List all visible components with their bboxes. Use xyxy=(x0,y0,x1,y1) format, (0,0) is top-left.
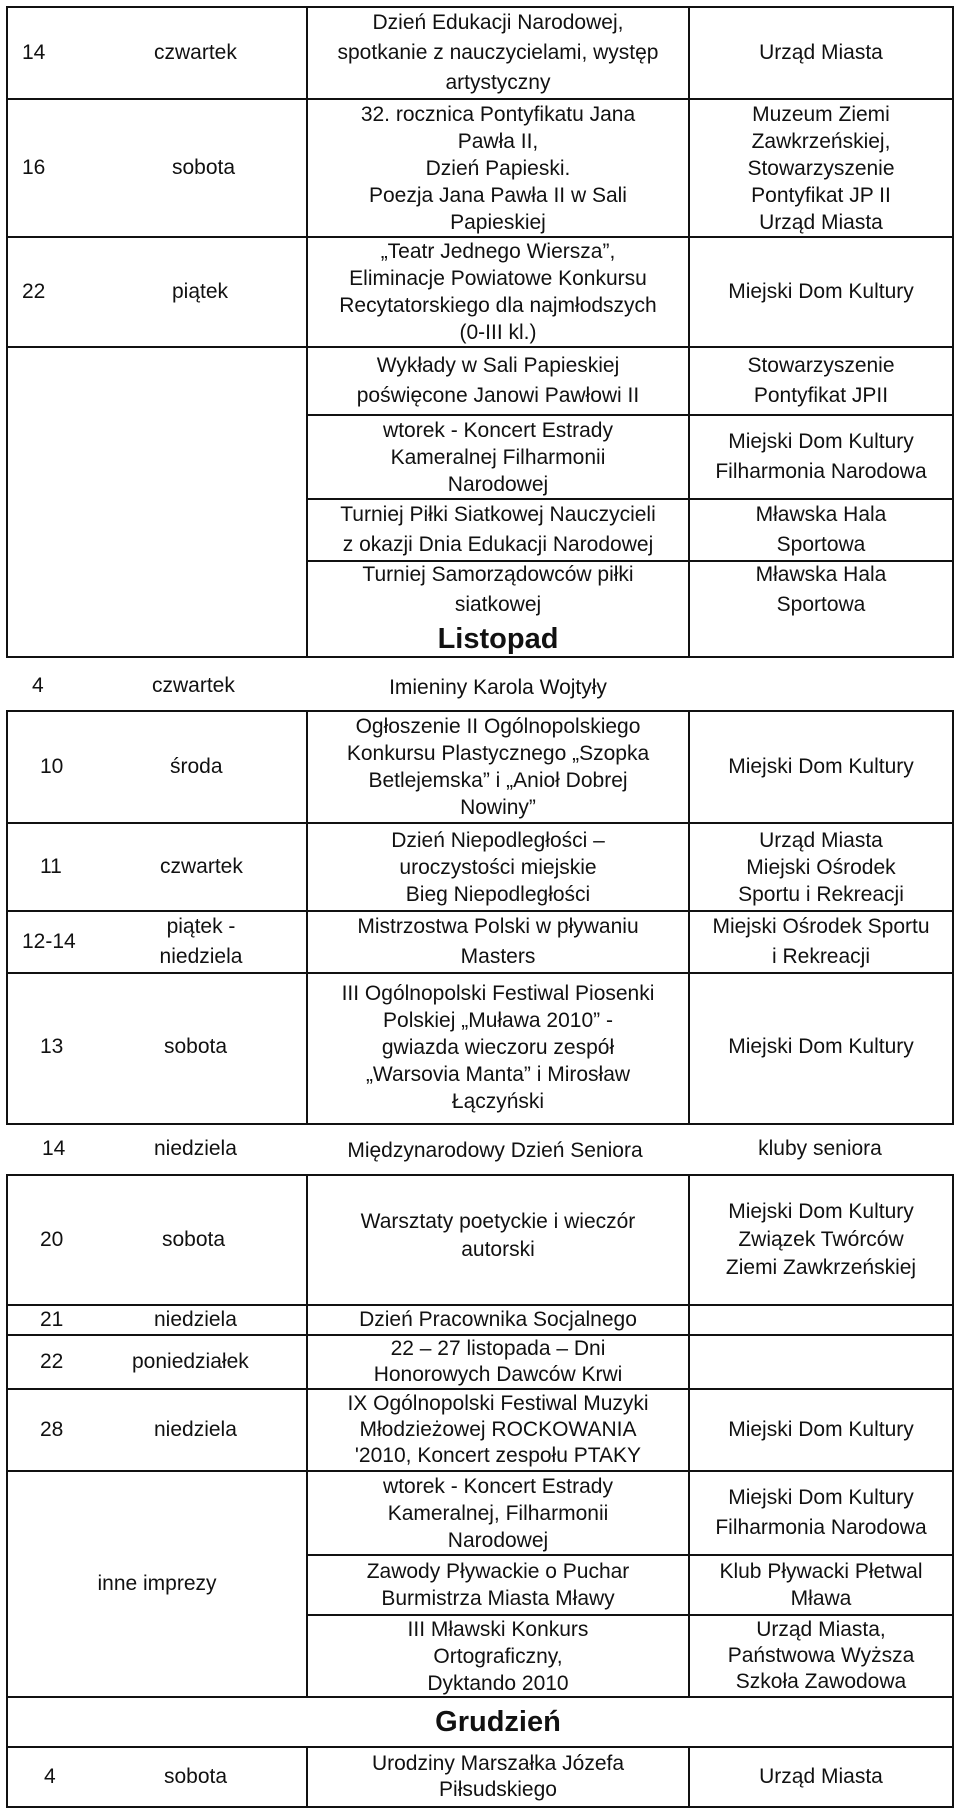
day-cell: 4 xyxy=(44,1765,56,1788)
organizer-cell: Urząd Miasta, Państwowa Wyższa Szkoła Zawodowa xyxy=(727,1618,915,1693)
event-cell: Dzień Edukacji Narodowej, spotkanie z nauczycielami, występ artystyczny xyxy=(337,11,659,94)
day-cell: 12-14 xyxy=(22,930,76,953)
table-border xyxy=(952,1176,954,1808)
organizer-cell: Urząd Miasta Miejski Ośrodek Sportu i Rekreacji xyxy=(738,828,904,906)
organizer-cell: Stowarzyszenie Pontyfikat JPII xyxy=(747,354,895,407)
event-cell: Wykłady w Sali Papieskiej poświęcone Janowi Pawłowi II xyxy=(356,354,640,407)
event-cell: 32. rocznica Pontyfikatu Jana Pawła II, Dzień Papieski. Poezja Jana Pawła II w Sali Papieskiej xyxy=(360,102,636,234)
organizer-cell: Miejski Dom Kultury xyxy=(728,755,914,778)
weekday-cell: sobota xyxy=(162,1228,226,1251)
day-cell: 28 xyxy=(40,1418,64,1441)
organizer-cell: Urząd Miasta xyxy=(759,41,883,64)
event-cell: Turniej Samorządowców piłki siatkowej xyxy=(362,563,634,616)
event-cell: 22 – 27 listopada – Dni Honorowych Dawców Krwi xyxy=(373,1337,623,1386)
weekday-cell: czwartek xyxy=(152,674,235,697)
organizer-cell: kluby seniora xyxy=(758,1137,882,1160)
day-cell: 13 xyxy=(40,1035,64,1058)
event-cell: wtorek - Koncert Estrady Kameralnej, Filharmonii Narodowej xyxy=(383,1474,613,1552)
weekday-cell: czwartek xyxy=(160,855,243,878)
weekday-cell: niedziela xyxy=(154,1418,237,1441)
organizer-cell: Muzeum Ziemi Zawkrzeńskiej, Stowarzyszenie Pontyfikat JP II Urząd Miasta xyxy=(747,102,895,234)
day-cell: 16 xyxy=(22,156,46,179)
day-cell: 22 xyxy=(40,1350,64,1373)
organizer-cell: Urząd Miasta xyxy=(759,1765,883,1788)
event-cell: Dzień Pracownika Socjalnego xyxy=(359,1308,637,1331)
organizer-cell: Klub Pływacki Płetwal Mława xyxy=(719,1560,923,1610)
day-cell: 22 xyxy=(22,280,46,303)
organizer-cell: Mławska Hala Sportowa xyxy=(755,503,887,556)
event-cell: Imieniny Karola Wojtyły xyxy=(389,676,607,699)
event-cell: Dzień Niepodległości – uroczystości miejskie Bieg Niepodległości xyxy=(391,828,605,906)
event-cell: Mistrzostwa Polski w pływaniu Masters xyxy=(357,915,639,968)
day-cell: 4 xyxy=(32,674,44,697)
other-events-label: inne imprezy xyxy=(97,1572,217,1595)
organizer-cell: Mławska Hala Sportowa xyxy=(755,563,887,616)
day-cell: 11 xyxy=(40,855,62,878)
month-heading: Listopad xyxy=(437,623,559,655)
day-cell: 14 xyxy=(42,1137,66,1160)
weekday-cell: sobota xyxy=(164,1765,228,1788)
weekday-cell: sobota xyxy=(164,1035,228,1058)
weekday-cell: sobota xyxy=(172,156,236,179)
day-cell: 14 xyxy=(22,41,46,64)
event-cell: III Ogólnopolski Festiwal Piosenki Polskiej „Muława 2010” - gwiazda wieczoru zespół „Warsovia Manta” i Mirosław Łączyński xyxy=(341,981,655,1113)
event-cell: Urodziny Marszałka Józefa Piłsudskiego xyxy=(371,1752,625,1801)
weekday-cell: środa xyxy=(170,755,223,778)
organizer-cell: Miejski Dom Kultury Filharmonia Narodowa xyxy=(715,430,927,483)
event-cell: Ogłoszenie II Ogólnopolskiego Konkursu Plastycznego „Szopka Betlejemska” i „Anioł Dobrej Nowiny” xyxy=(346,715,650,819)
event-cell: III Mławski Konkurs Ortograficzny, Dyktando 2010 xyxy=(407,1617,589,1695)
day-cell: 20 xyxy=(40,1228,64,1251)
event-cell: Międzynarodowy Dzień Seniora xyxy=(347,1139,643,1162)
organizer-cell: Miejski Dom Kultury Filharmonia Narodowa xyxy=(715,1486,927,1539)
organizer-cell: Miejski Dom Kultury xyxy=(728,280,914,303)
weekday-cell: niedziela xyxy=(154,1308,237,1331)
organizer-cell: Miejski Dom Kultury xyxy=(728,1418,914,1441)
weekday-cell: poniedziałek xyxy=(132,1350,249,1373)
weekday-cell: piątek xyxy=(172,280,229,303)
organizer-cell: Miejski Dom Kultury Związek Twórców Ziemi Zawkrzeńskiej xyxy=(725,1200,917,1279)
day-cell: 10 xyxy=(40,755,64,778)
event-cell: Zawody Pływackie o Puchar Burmistrza Miasta Mławy xyxy=(366,1560,630,1610)
month-heading: Grudzień xyxy=(435,1706,561,1738)
organizer-cell: Miejski Dom Kultury xyxy=(728,1035,914,1058)
table-border xyxy=(952,710,954,1123)
day-cell: 21 xyxy=(40,1308,64,1331)
event-cell: „Teatr Jednego Wiersza”, Eliminacje Powiatowe Konkursu Recytatorskiego dla najmłodszych (0-III kl.) xyxy=(339,240,657,344)
organizer-cell: Miejski Ośrodek Sportu i Rekreacji xyxy=(712,915,930,968)
event-cell: IX Ogólnopolski Festiwal Muzyki Młodzieżowej ROCKOWANIA '2010, Koncert zespołu PTAKY xyxy=(347,1392,649,1467)
event-cell: Turniej Piłki Siatkowej Nauczycieli z okazji Dnia Edukacji Narodowej xyxy=(340,503,656,556)
weekday-cell: czwartek xyxy=(154,41,237,64)
weekday-cell: piątek - niedziela xyxy=(159,915,243,968)
event-cell: Warsztaty poetyckie i wieczór autorski xyxy=(360,1210,636,1261)
table-border xyxy=(6,1806,954,1808)
event-cell: wtorek - Koncert Estrady Kameralnej Filharmonii Narodowej xyxy=(383,418,613,496)
weekday-cell: niedziela xyxy=(154,1137,237,1160)
table-border xyxy=(6,1123,954,1125)
